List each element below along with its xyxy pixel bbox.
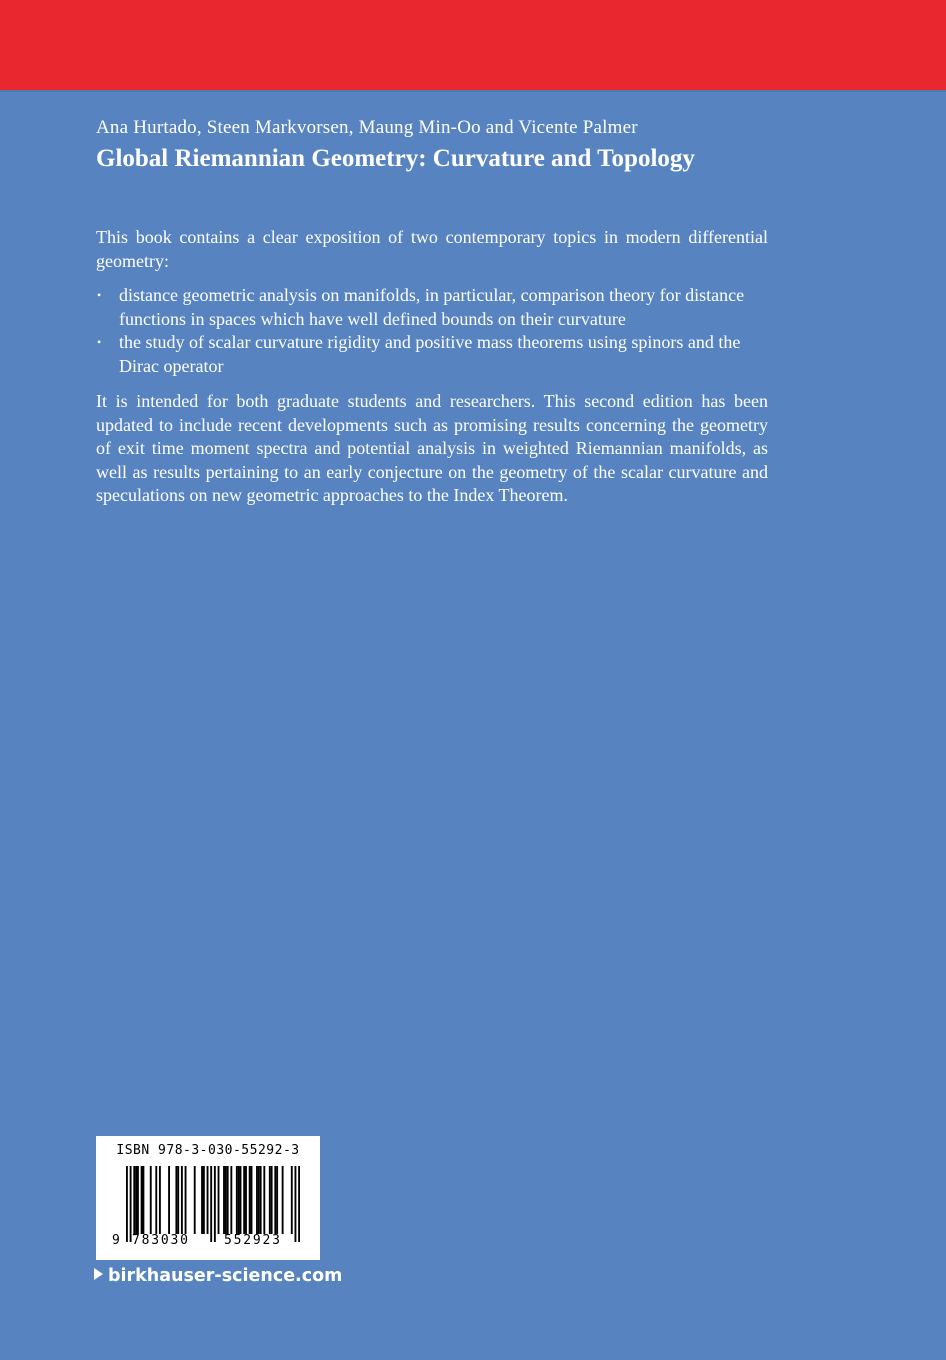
barcode-bar [201, 1166, 203, 1234]
topic-list [96, 284, 768, 378]
barcode-bar [210, 1166, 212, 1242]
topic-item: • the study of scalar curvature rigidity and positive mass theorems using spinors and the Dirac operator [96, 331, 768, 378]
band-divider [0, 90, 946, 92]
isbn-label: ISBN 978-3-030-55292-3 [116, 1143, 300, 1158]
book-title: Global Riemannian Geometry: Curvature and Topology [96, 145, 695, 172]
publisher-website[interactable] [94, 1266, 342, 1286]
barcode-bar [133, 1166, 135, 1234]
barcode-bar [240, 1166, 242, 1234]
barcode-bar [263, 1166, 265, 1234]
description-intro: This book contains a clear exposition of two contemporary topics in modern differential geometry: [96, 227, 768, 271]
barcode-bar [243, 1166, 245, 1234]
barcode-bar [223, 1166, 225, 1234]
barcode-bar [258, 1166, 260, 1234]
barcode-graphic [126, 1166, 300, 1242]
barcode-bar [245, 1166, 247, 1234]
barcode-bar [135, 1166, 137, 1234]
barcode-bar [227, 1166, 229, 1234]
barcode-bar [276, 1166, 278, 1234]
barcode-bar [230, 1166, 232, 1234]
barcode-bar [142, 1166, 144, 1234]
barcode-bar [291, 1166, 293, 1234]
ean-left-digits: 783030 [132, 1233, 190, 1248]
barcode-bar [218, 1166, 220, 1234]
barcode-bar [260, 1166, 262, 1234]
barcode-bar [236, 1166, 238, 1234]
book-authors: Ana Hurtado, Steen Markvorsen, Maung Min-Oo and Vicente Palmer [96, 117, 638, 138]
barcode-bar [181, 1166, 183, 1234]
barcode-bar [175, 1166, 177, 1234]
barcode-bar [137, 1166, 139, 1234]
barcode-bar [207, 1166, 209, 1234]
barcode-bar [225, 1166, 227, 1234]
barcode-bar [271, 1166, 273, 1234]
barcode-bar [126, 1166, 128, 1242]
barcode-bar [282, 1166, 284, 1234]
barcode-bar [256, 1166, 258, 1234]
description-closing: It is intended for both graduate students and researchers. This second edition has been updated to include recent developments such as promising results concerning the geometry of exit time moment spectra and potential analysis in weighted Riemannian manifolds, as well as results pertaining to an early conjecture on the geometry of the scalar curvature and speculations on new geometric approaches to the Index Theorem. [96, 391, 768, 505]
book-description [96, 226, 768, 508]
barcode-bar [141, 1166, 143, 1234]
barcode-bar [251, 1166, 253, 1234]
barcode-bar [249, 1166, 251, 1234]
barcode-bar [238, 1166, 240, 1234]
topic-item: • distance geometric analysis on manifolds, in particular, comparison theory for distance functions in spaces which have well defined bounds on their curvature [96, 284, 768, 331]
barcode-bar [194, 1166, 196, 1234]
publisher-color-band [0, 0, 946, 90]
website-label: birkhauser-science.com [108, 1266, 343, 1286]
barcode-bar [150, 1166, 152, 1234]
play-arrow-icon [94, 1268, 103, 1280]
barcode-bar [295, 1166, 297, 1242]
barcode-bar [155, 1166, 157, 1234]
barcode-bar [159, 1166, 161, 1234]
barcode-bar [130, 1166, 132, 1242]
barcode-bar [269, 1166, 271, 1234]
barcode-bar [177, 1166, 179, 1234]
barcode-bar [298, 1166, 300, 1242]
barcode-bar [214, 1166, 216, 1242]
barcode-bar [168, 1166, 170, 1234]
ean-right-digits: 552923 [224, 1233, 282, 1248]
ean-lead-digit: 9 [112, 1233, 120, 1248]
barcode-bar [274, 1166, 276, 1234]
isbn-barcode-panel [96, 1136, 320, 1260]
barcode-bar [203, 1166, 205, 1234]
barcode-bar [185, 1166, 187, 1234]
